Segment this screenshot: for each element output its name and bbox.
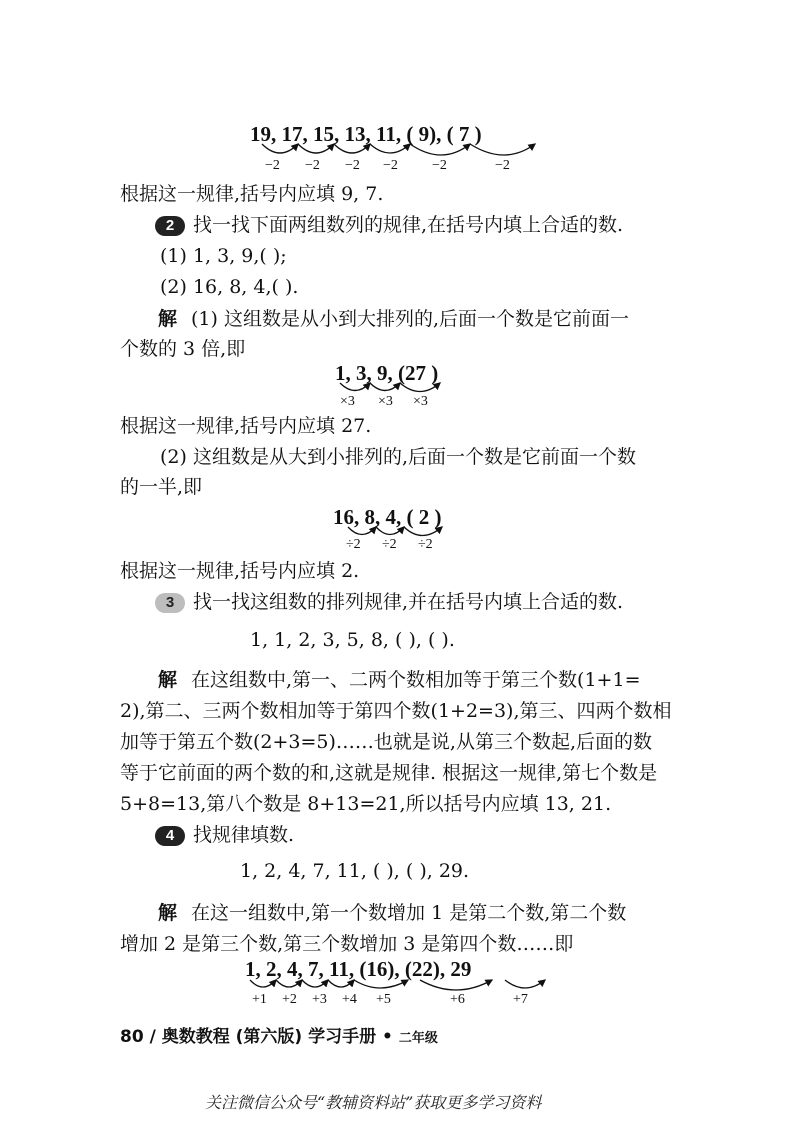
example-3-sequence: 1, 1, 2, 3, 5, 8, ( ), ( ). <box>250 629 455 651</box>
seq1-op: −2 <box>305 158 320 173</box>
sequence-4: 1, 2, 4, 7, 11, (16), (22), 29 <box>245 957 472 981</box>
seq1-op: −2 <box>432 158 447 173</box>
example-4-sequence: 1, 2, 4, 7, 11, ( ), ( ), 29. <box>240 860 470 882</box>
solution-label: 解 <box>158 308 178 330</box>
watermark-note: 关注微信公众号“教辅资料站”获取更多学习资料 <box>205 1093 542 1112</box>
example-2-q2: (2) 16, 8, 4,( ). <box>160 276 299 298</box>
rule-text-1: 根据这一规律,括号内应填 9, 7. <box>120 183 384 205</box>
question-text: 找一找下面两组数列的规律,在括号内填上合适的数. <box>193 214 624 236</box>
seq1-op: −2 <box>345 158 360 173</box>
sequence-2: 1, 3, 9, (27 ) <box>335 361 439 385</box>
seq4-op: +3 <box>312 992 327 1007</box>
example-3-solution-line-4: 等于它前面的两个数的和,这就是规律. 根据这一规律,第七个数是 <box>120 762 658 784</box>
solution-label: 解 <box>158 669 178 691</box>
page-number: 80 <box>120 1027 144 1047</box>
example-3-solution-line-3: 加等于第五个数(2+3=5)……也就是说,从第三个数起,后面的数 <box>120 731 653 753</box>
grade-label: 二年级 <box>398 1031 438 1046</box>
solution-text: (1) 这组数是从小到大排列的,后面一个数是它前面一 <box>191 308 630 330</box>
example-2-solution-2-line-2: 的一半,即 <box>120 476 203 498</box>
example-3-solution-line-5: 5+8=13,第八个数是 8+13=21,所以括号内应填 13, 21. <box>120 793 612 815</box>
seq4-op: +1 <box>252 992 267 1007</box>
seq1-op: −2 <box>265 158 280 173</box>
example-2-solution-line-2: 个数的 3 倍,即 <box>120 338 246 360</box>
question-text: 找一找这组数的排列规律,并在括号内填上合适的数. <box>193 591 624 613</box>
question-text: 找规律填数. <box>193 824 295 846</box>
example-number-badge: 2 <box>155 216 185 236</box>
example-2-q1: (1) 1, 3, 9,( ); <box>160 245 287 267</box>
seq4-op: +2 <box>282 992 297 1007</box>
book-title: / 奥数教程 (第六版) 学习手册 <box>149 1027 377 1047</box>
seq2-op: ×3 <box>378 394 393 409</box>
rule-text-3: 根据这一规律,括号内应填 2. <box>120 560 360 582</box>
seq1-op: −2 <box>383 158 398 173</box>
seq2-op: ×3 <box>340 394 355 409</box>
seq3-op: ÷2 <box>418 537 433 552</box>
seq4-op: +7 <box>513 992 528 1007</box>
seq4-op: +6 <box>450 992 465 1007</box>
footer-dot: • <box>382 1027 393 1047</box>
seq3-op: ÷2 <box>346 537 361 552</box>
example-2-solution-2-line-1: (2) 这组数是从大到小排列的,后面一个数是它前面一个数 <box>160 446 636 468</box>
example-3-solution-line-2: 2),第二、三两个数相加等于第四个数(1+2=3),第三、四两个数相 <box>120 700 672 722</box>
rule-text-2: 根据这一规律,括号内应填 27. <box>120 415 372 437</box>
seq4-op: +5 <box>376 992 391 1007</box>
seq1-op: −2 <box>495 158 510 173</box>
example-4-solution-line-2: 增加 2 是第三个数,第三个数增加 3 是第四个数……即 <box>120 933 574 955</box>
example-number-badge: 4 <box>155 826 185 846</box>
page-footer <box>120 1022 438 1047</box>
solution-label: 解 <box>158 902 178 924</box>
solution-text: 在这一组数中,第一个数增加 1 是第二个数,第二个数 <box>191 902 627 924</box>
sequence-3: 16, 8, 4, ( 2 ) <box>333 505 442 529</box>
seq3-op: ÷2 <box>382 537 397 552</box>
seq2-op: ×3 <box>413 394 428 409</box>
example-number-badge: 3 <box>155 593 185 613</box>
seq4-op: +4 <box>342 992 357 1007</box>
solution-text: 在这组数中,第一、二两个数相加等于第三个数(1+1= <box>191 669 641 691</box>
sequence-1: 19, 17, 15, 13, 11, ( 9), ( 7 ) <box>250 122 482 146</box>
